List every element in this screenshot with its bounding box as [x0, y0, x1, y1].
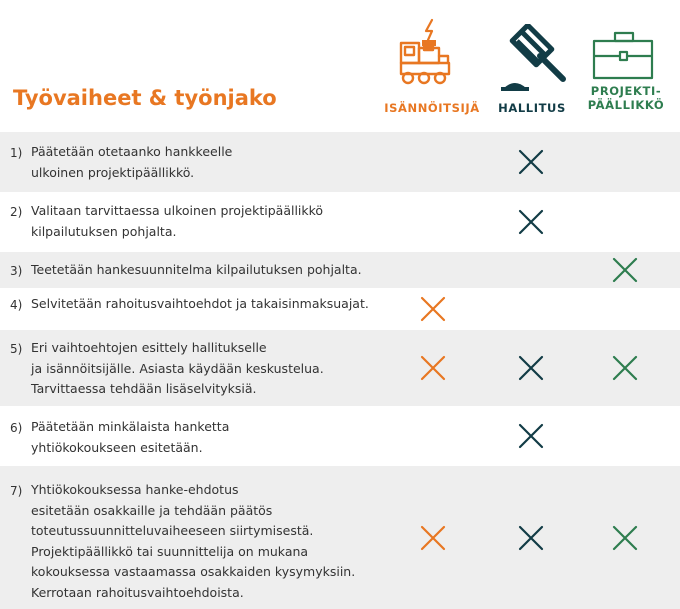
- x-mark-hallitus: [517, 208, 545, 236]
- table-row: [0, 330, 680, 406]
- column-label-projektipaallikko: PROJEKTI- PÄÄLLIKKÖ: [587, 84, 665, 112]
- table-row: [0, 192, 680, 252]
- x-mark-projektipaallikko: [611, 524, 639, 552]
- x-mark-projektipaallikko: [611, 354, 639, 382]
- task-table: [0, 132, 680, 609]
- row-number: 4): [10, 298, 23, 312]
- row-text: Päätetään minkälaista hanketta yhtiökokoukseen esitetään.: [31, 419, 230, 455]
- row-text: Yhtiökokouksessa hanke-ehdotus esitetään osakkaille ja tehdään päätös toteutussuunnitteluvaiheeseen siirtymisestä. Projektipäällikkö tai suunnittelija on mukana kokouksessa vastaamassa osakkaiden kysymyksiin. Kerrotaan rahoitusvaihtoehdoista.: [31, 482, 356, 600]
- row-text: Selvitetään rahoitusvaihtoehdot ja takaisinmaksuajat.: [31, 296, 369, 311]
- x-mark-isannoitsija: [419, 295, 447, 323]
- train-icon: [392, 18, 456, 88]
- x-mark-isannoitsija: [419, 524, 447, 552]
- row-number: 5): [10, 342, 23, 356]
- row-number: 7): [10, 484, 23, 498]
- briefcase-icon: [592, 30, 656, 82]
- table-row: [0, 288, 680, 330]
- row-number: 6): [10, 421, 23, 435]
- column-label-hallitus: HALLITUS: [498, 101, 566, 115]
- page-title: Työvaiheet & työnjako: [13, 86, 277, 110]
- x-mark-hallitus: [517, 148, 545, 176]
- row-text: Päätetään otetaanko hankkeelle ulkoinen projektipäällikkö.: [31, 144, 233, 180]
- gavel-icon: [495, 24, 571, 96]
- row-text: Valitaan tarvittaessa ulkoinen projektipäällikkö kilpailutuksen pohjalta.: [31, 203, 324, 239]
- row-number: 1): [10, 146, 23, 160]
- x-mark-hallitus: [517, 422, 545, 450]
- row-text: Teetetään hankesuunnitelma kilpailutuksen pohjalta.: [31, 262, 362, 277]
- x-mark-hallitus: [517, 354, 545, 382]
- row-number: 3): [10, 264, 23, 278]
- x-mark-isannoitsija: [419, 354, 447, 382]
- table-row: [0, 252, 680, 288]
- column-label-isannoitsija: ISÄNNÖITSIJÄ: [384, 101, 480, 115]
- row-text: Eri vaihtoehtojen esittely hallitukselle ja isännöitsijälle. Asiasta käydään keskustelua. Tarvittaessa tehdään lisäselvityksiä.: [31, 340, 324, 396]
- table-row: [0, 466, 680, 609]
- table-row: [0, 406, 680, 466]
- x-mark-projektipaallikko: [611, 256, 639, 284]
- x-mark-hallitus: [517, 524, 545, 552]
- table-row: [0, 132, 680, 192]
- row-number: 2): [10, 205, 23, 219]
